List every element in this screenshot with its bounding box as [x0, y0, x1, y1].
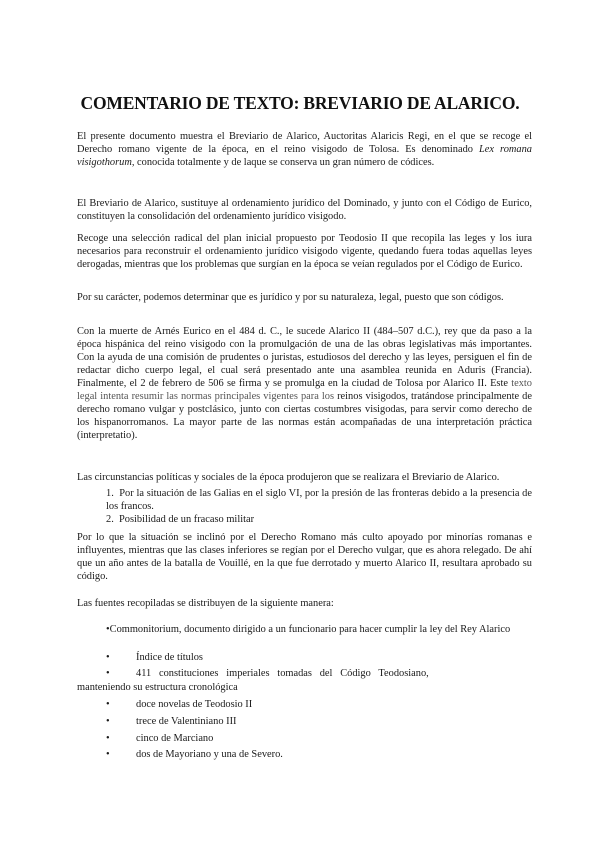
item-text: Por la situación de las Galias en el siglo VI, por la presión de las fronteras debido a la presencia de los francos. — [106, 488, 532, 512]
list-item: •Commonitorium, documento dirigido a un funcionario para hacer cumplir la ley del Rey Alarico — [106, 624, 511, 635]
highlighted-text: texto legal intenta resumir las normas principales vigentes para los — [77, 378, 532, 402]
list-item: • dos de Mayoriano y una de Severo. — [106, 749, 283, 760]
italic-term: Lex romana visigothorum, — [77, 144, 532, 168]
text: El presente documento muestra el Breviario de Alarico, Auctoritas Alaricis Regi, en el que se recoge el Derecho romano vigente de la época, en el reino visigodo de Tolosa. Es denominado — [77, 131, 532, 155]
text: reinos visigodos, tratándose principalmente de derecho romano vulgar y postclásico, junto con ciertas costumbres visigodas, para servir como derecho de los hispanorromanos. La mayor parte de las normas están acompañadas de una interpretación práctica (interpretatio). — [77, 391, 532, 441]
paragraph-breviario: El Breviario de Alarico, sustituye al ordenamiento jurídico del Dominado, y junto con el Código de Eurico, constituyen la consolidación del ordenamiento jurídico visigodo. — [77, 198, 532, 222]
item-text: 411 constituciones imperiales tomadas del Código Teodosiano, — [136, 668, 429, 679]
list-item: • cinco de Marciano — [106, 733, 214, 744]
paragraph-intro — [77, 130, 532, 169]
page-title: COMENTARIO DE TEXTO: BREVIARIO DE ALARICO. — [80, 93, 520, 113]
paragraph-circunstancias: Las circunstancias políticas y sociales de la época produjeron que se realizara el Breviario de Alarico. — [77, 472, 500, 483]
list-item: • 411 constituciones imperiales tomadas del Código Teodosiano, — [106, 668, 429, 679]
item-text: Commonitorium, documento dirigido a un funcionario para hacer cumplir la ley del Rey Alarico — [109, 624, 511, 635]
item-number: 2. — [106, 514, 114, 525]
item-text: Índice de títulos — [136, 652, 203, 663]
list-item: • doce novelas de Teodosio II — [106, 699, 253, 710]
numbered-item — [106, 487, 532, 513]
numbered-item — [106, 513, 532, 526]
item-text: doce novelas de Teodosio II — [136, 699, 253, 710]
text: Con la muerte de Arnés Eurico en el 484 d. C., le sucede Alarico II (484–507 d.C.), rey que da paso a la época hispánica del reino visigodo con la promulgación de una de las obras legislativas más importantes. Con la ayuda de una comisión de prudentes o juristas, estudiosos del derecho y las leyes, persiguen el fin de redactar dicho cuerpo legal, el cual será presentado ante una asamblea reunida en Aduris (Francia). Finalmente, el 2 de febrero de 506 se firma y se promulga en la ciudad de Tolosa por Alarico II. Este — [77, 326, 532, 389]
text: conocida totalmente y de laque se conserva un gran número de códices. — [134, 157, 435, 168]
paragraph-fuentes: Las fuentes recopiladas se distribuyen de la siguiente manera: — [77, 598, 334, 609]
list-item: • Índice de títulos — [106, 652, 203, 663]
item-text: dos de Mayoriano y una de Severo. — [136, 749, 283, 760]
paragraph-situacion: Por lo que la situación se inclinó por el Derecho Romano más culto apoyado por minorías romanas e influyentes, mientras que las clases inferiores se regían por el Derecho vulgar, que es ahora relegado. De ahí que un año antes de la batalla de Vouillé, en la que fue derrotado y muerto Alarico II, resultara aprobado su código. — [77, 532, 532, 582]
list-item-continuation: manteniendo su estructura cronológica — [77, 682, 238, 693]
paragraph-historia — [77, 325, 532, 442]
item-text: Posibilidad de un fracaso militar — [119, 514, 255, 525]
item-number: 1. — [106, 488, 114, 499]
paragraph-caracter: Por su carácter, podemos determinar que es jurídico y por su naturaleza, legal, puesto que son códigos. — [77, 292, 504, 303]
item-text: cinco de Marciano — [136, 733, 214, 744]
paragraph-recoge: Recoge una selección radical del plan inicial propuesto por Teodosio II que recopila las leges y los iura necesarios para reconstruir el ordenamiento jurídico visigodo vigente, quedando fuera todas aquellas leyes derogadas, mientras que los problemas que surgían en la época se veían regulados por el Código de Eurico. — [77, 233, 532, 270]
list-item: • trece de Valentiniano III — [106, 716, 237, 727]
item-text: trece de Valentiniano III — [136, 716, 237, 727]
